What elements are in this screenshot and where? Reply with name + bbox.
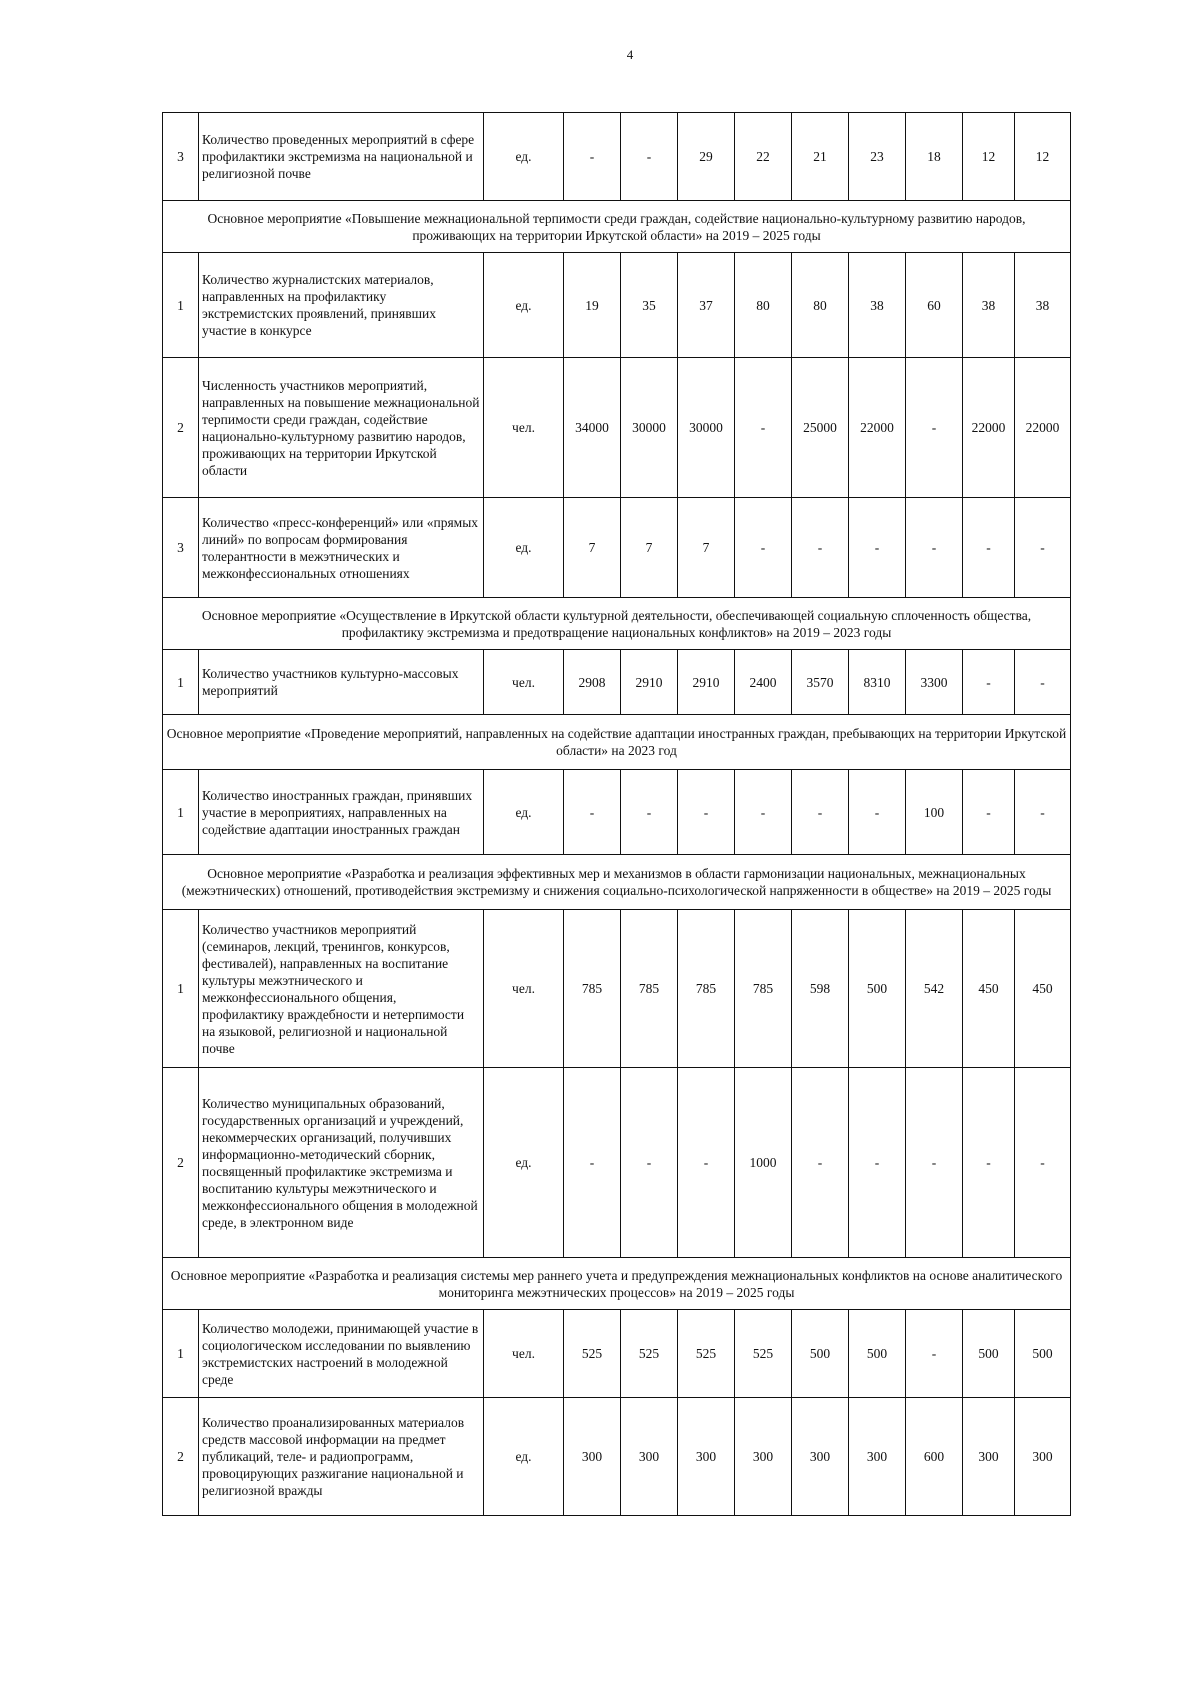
value-cell: - (735, 498, 792, 598)
indicator-name: Количество «пресс-конференций» или «прямых линий» по вопросам формирования толерантности в межэтнических и межконфессиональных отношениях (199, 498, 484, 598)
value-cell: 500 (1015, 1310, 1071, 1398)
section-row (163, 201, 1071, 253)
row-number: 1 (163, 253, 199, 358)
section-title: Основное мероприятие «Разработка и реализация системы мер раннего учета и предупреждения межнациональных конфликтов на основе аналитического мониторинга межэтнических процессов» на 2019 – 2025 годы (163, 1258, 1071, 1310)
value-cell: - (792, 498, 849, 598)
unit-cell: чел. (484, 1310, 564, 1398)
value-cell: 25000 (792, 358, 849, 498)
value-cell: 23 (849, 113, 906, 201)
page-number: 4 (626, 47, 634, 62)
value-cell: - (963, 770, 1015, 855)
unit-cell: чел. (484, 910, 564, 1068)
value-cell: - (621, 1068, 678, 1258)
value-cell: - (963, 1068, 1015, 1258)
indicator-name: Количество муниципальных образований, государственных организаций и учреждений, некоммерческих организаций, получивших информационно-методический сборник, посвященный профилактике экстремизма и воспитанию культуры межэтнического и межконфессионального общения в молодежной среде, в электронном виде (199, 1068, 484, 1258)
row-number: 2 (163, 1068, 199, 1258)
value-cell: - (906, 1310, 963, 1398)
row-number: 2 (163, 1398, 199, 1516)
value-cell: 22 (735, 113, 792, 201)
value-cell: 300 (621, 1398, 678, 1516)
row-number: 1 (163, 1310, 199, 1398)
row-number: 2 (163, 358, 199, 498)
value-cell: - (564, 770, 621, 855)
value-cell: - (735, 358, 792, 498)
section-row (163, 598, 1071, 650)
value-cell: 35 (621, 253, 678, 358)
value-cell: - (564, 113, 621, 201)
value-cell: 19 (564, 253, 621, 358)
value-cell: - (963, 498, 1015, 598)
table-row (163, 910, 1071, 1068)
value-cell: 8310 (849, 650, 906, 715)
indicator-name: Количество журналистских материалов, направленных на профилактику экстремистских проявлений, принявших участие в конкурсе (199, 253, 484, 358)
value-cell: 300 (678, 1398, 735, 1516)
value-cell: - (849, 1068, 906, 1258)
section-title: Основное мероприятие «Осуществление в Иркутской области культурной деятельности, обеспечивающей социальную сплоченность общества, профилактику экстремизма и предотвращение национальных конфликтов» на 2019 – 2023 годы (163, 598, 1071, 650)
table-row (163, 113, 1071, 201)
unit-cell: чел. (484, 650, 564, 715)
value-cell: 34000 (564, 358, 621, 498)
value-cell: 300 (735, 1398, 792, 1516)
section-row (163, 715, 1071, 770)
value-cell: 2400 (735, 650, 792, 715)
value-cell: 525 (678, 1310, 735, 1398)
table-row (163, 253, 1071, 358)
table-row (163, 1310, 1071, 1398)
value-cell: 2910 (621, 650, 678, 715)
value-cell: - (621, 770, 678, 855)
value-cell: - (564, 1068, 621, 1258)
indicator-name: Количество молодежи, принимающей участие в социологическом исследовании по выявлению экстремистских настроений в молодежной среде (199, 1310, 484, 1398)
section-row (163, 1258, 1071, 1310)
unit-cell: ед. (484, 498, 564, 598)
value-cell: 21 (792, 113, 849, 201)
value-cell: 22000 (963, 358, 1015, 498)
row-number: 1 (163, 650, 199, 715)
row-number: 1 (163, 770, 199, 855)
value-cell: - (621, 113, 678, 201)
value-cell: 3570 (792, 650, 849, 715)
value-cell: 100 (906, 770, 963, 855)
value-cell: 1000 (735, 1068, 792, 1258)
value-cell: 12 (963, 113, 1015, 201)
value-cell: - (906, 498, 963, 598)
value-cell: 300 (792, 1398, 849, 1516)
table-row (163, 650, 1071, 715)
table-row (163, 770, 1071, 855)
value-cell: 598 (792, 910, 849, 1068)
value-cell: 450 (1015, 910, 1071, 1068)
value-cell: 300 (849, 1398, 906, 1516)
value-cell: 500 (792, 1310, 849, 1398)
value-cell: 785 (678, 910, 735, 1068)
value-cell: 300 (963, 1398, 1015, 1516)
section-row (163, 855, 1071, 910)
indicator-name: Количество участников мероприятий (семинаров, лекций, тренингов, конкурсов, фестивалей), направленных на воспитание культуры межэтнического и межконфессионального общения, профилактику враждебности и нетерпимости на языковой, религиозной и национальной почве (199, 910, 484, 1068)
value-cell: 300 (564, 1398, 621, 1516)
section-title: Основное мероприятие «Проведение мероприятий, направленных на содействие адаптации иностранных граждан, пребывающих на территории Иркутской области» на 2023 год (163, 715, 1071, 770)
value-cell: 38 (963, 253, 1015, 358)
value-cell: 300 (1015, 1398, 1071, 1516)
value-cell: 785 (735, 910, 792, 1068)
value-cell: 525 (735, 1310, 792, 1398)
value-cell: - (849, 498, 906, 598)
value-cell: 37 (678, 253, 735, 358)
value-cell: - (1015, 770, 1071, 855)
indicator-name: Численность участников мероприятий, направленных на повышение межнациональной терпимости среди граждан, содействие национально-культурному развитию народов, проживающих на территории Иркутской области (199, 358, 484, 498)
value-cell: 80 (735, 253, 792, 358)
value-cell: 29 (678, 113, 735, 201)
row-number: 3 (163, 498, 199, 598)
table-row (163, 1068, 1071, 1258)
value-cell: 7 (564, 498, 621, 598)
row-number: 3 (163, 113, 199, 201)
value-cell: 30000 (621, 358, 678, 498)
value-cell: 542 (906, 910, 963, 1068)
row-number: 1 (163, 910, 199, 1068)
table-row (163, 1398, 1071, 1516)
value-cell: 450 (963, 910, 1015, 1068)
value-cell: - (792, 770, 849, 855)
table-row (163, 358, 1071, 498)
value-cell: - (906, 358, 963, 498)
value-cell: 7 (678, 498, 735, 598)
value-cell: - (906, 1068, 963, 1258)
value-cell: 3300 (906, 650, 963, 715)
indicator-name: Количество проанализированных материалов средств массовой информации на предмет публикаций, теле- и радиопрограмм, провоцирующих разжигание национальной и религиозной вражды (199, 1398, 484, 1516)
value-cell: - (963, 650, 1015, 715)
value-cell: 2908 (564, 650, 621, 715)
value-cell: 30000 (678, 358, 735, 498)
indicator-name: Количество иностранных граждан, принявших участие в мероприятиях, направленных на содействие адаптации иностранных граждан (199, 770, 484, 855)
value-cell: 600 (906, 1398, 963, 1516)
unit-cell: ед. (484, 253, 564, 358)
unit-cell: ед. (484, 113, 564, 201)
table-row (163, 498, 1071, 598)
value-cell: - (678, 770, 735, 855)
value-cell: - (678, 1068, 735, 1258)
value-cell: - (1015, 650, 1071, 715)
value-cell: 500 (849, 1310, 906, 1398)
indicator-name: Количество участников культурно-массовых мероприятий (199, 650, 484, 715)
value-cell: 500 (849, 910, 906, 1068)
value-cell: - (1015, 1068, 1071, 1258)
indicators-table-body (163, 113, 1071, 1516)
value-cell: - (1015, 498, 1071, 598)
value-cell: 7 (621, 498, 678, 598)
value-cell: 525 (621, 1310, 678, 1398)
value-cell: 785 (564, 910, 621, 1068)
value-cell: - (792, 1068, 849, 1258)
unit-cell: ед. (484, 770, 564, 855)
unit-cell: ед. (484, 1398, 564, 1516)
value-cell: 12 (1015, 113, 1071, 201)
value-cell: 2910 (678, 650, 735, 715)
value-cell: - (735, 770, 792, 855)
value-cell: 785 (621, 910, 678, 1068)
value-cell: 60 (906, 253, 963, 358)
indicators-table (162, 112, 1071, 1516)
unit-cell: чел. (484, 358, 564, 498)
value-cell: 38 (1015, 253, 1071, 358)
value-cell: 22000 (849, 358, 906, 498)
value-cell: 38 (849, 253, 906, 358)
section-title: Основное мероприятие «Разработка и реализация эффективных мер и механизмов в области гармонизации национальных, межнациональных (межэтнических) отношений, противодействия экстремизму и снижения социально-психологической напряженности в обществе» на 2019 – 2025 годы (163, 855, 1071, 910)
value-cell: 500 (963, 1310, 1015, 1398)
value-cell: 80 (792, 253, 849, 358)
value-cell: 18 (906, 113, 963, 201)
unit-cell: ед. (484, 1068, 564, 1258)
value-cell: 22000 (1015, 358, 1071, 498)
value-cell: 525 (564, 1310, 621, 1398)
section-title: Основное мероприятие «Повышение межнациональной терпимости среди граждан, содействие национально-культурному развитию народов, проживающих на территории Иркутской области» на 2019 – 2025 годы (163, 201, 1071, 253)
value-cell: - (849, 770, 906, 855)
indicator-name: Количество проведенных мероприятий в сфере профилактики экстремизма на национальной и религиозной почве (199, 113, 484, 201)
